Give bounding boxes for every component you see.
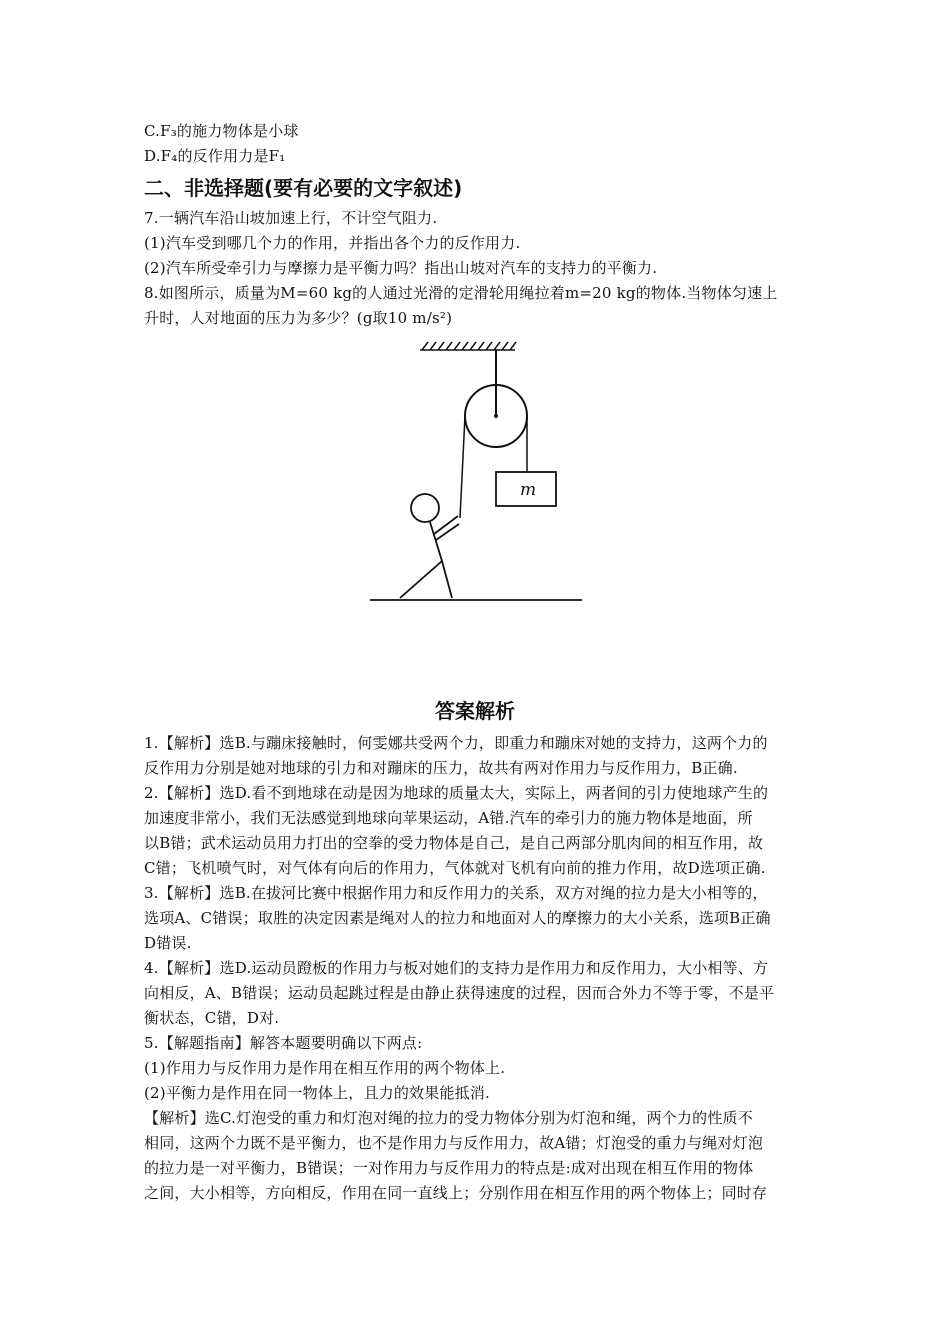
answer-line: 衡状态，C错，D对. xyxy=(144,1009,280,1027)
block-label: m xyxy=(520,480,537,500)
question-8-line-1: 8.如图所示，质量为M=60 kg的人通过光滑的定滑轮用绳拉着m=20 kg的物体.当物体匀速上 xyxy=(144,284,778,302)
answer-line: 之间，大小相等，方向相反，作用在同一直线上；分别作用在相互作用的两个物体上；同时存 xyxy=(144,1184,768,1202)
answer-line: 4.【解析】选D.运动员蹬板的作用力与板对她们的支持力是作用力和反作用力，大小相等、方 xyxy=(144,959,769,977)
answer-line: 加速度非常小，我们无法感觉到地球向苹果运动，A错.汽车的牵引力的施力物体是地面，所 xyxy=(144,809,753,827)
stick-person xyxy=(400,494,459,598)
question-7-stem: 7.一辆汽车沿山坡加速上行，不计空气阻力. xyxy=(144,209,438,227)
question-7-part-1: (1)汽车受到哪几个力的作用，并指出各个力的反作用力. xyxy=(144,234,521,252)
answer-line: 相同，这两个力既不是平衡力，也不是作用力与反作用力，故A错；灯泡受的重力与绳对灯泡 xyxy=(144,1134,764,1152)
answer-line: 以B错；武术运动员用力打出的空拳的受力物体是自己，是自己两部分肌肉间的相互作用，故 xyxy=(144,834,764,852)
answer-line: C错；飞机喷气时，对气体有向后的作用力，气体就对飞机有向前的推力作用，故D选项正确. xyxy=(144,859,766,877)
answer-line: 1.【解析】选B.与蹦床接触时，何雯娜共受两个力，即重力和蹦床对她的支持力，这两个力的 xyxy=(144,734,768,752)
answer-line: 【解析】选C.灯泡受的重力和灯泡对绳的拉力的受力物体分别为灯泡和绳，两个力的性质不 xyxy=(144,1109,753,1127)
option-d: D.F₄的反作用力是F₁ xyxy=(144,147,286,165)
answer-line: (2)平衡力是作用在同一物体上，且力的效果能抵消. xyxy=(144,1084,491,1102)
answer-line: 5.【解题指南】解答本题要明确以下两点: xyxy=(144,1034,423,1052)
option-c: C.F₃的施力物体是小球 xyxy=(144,122,299,140)
answer-line: 向相反，A、B错误；运动员起跳过程是由静止获得速度的过程，因而合外力不等于零，不是平 xyxy=(144,984,775,1002)
question-8-line-2: 升时，人对地面的压力为多少？(g取10 m/s²) xyxy=(144,309,453,327)
answer-line: 选项A、C错误；取胜的决定因素是绳对人的拉力和地面对人的摩擦力的大小关系，选项B正确 xyxy=(144,909,771,927)
pulley-diagram xyxy=(360,336,590,608)
answer-line: D错误. xyxy=(144,934,192,952)
answer-line: 的拉力是一对平衡力，B错误；一对作用力与反作用力的特点是:成对出现在相互作用的物体 xyxy=(144,1159,754,1177)
pulley-axle xyxy=(494,414,498,418)
section-heading: 二、非选择题(要有必要的文字叙述) xyxy=(144,176,463,200)
question-7-part-2: (2)汽车所受牵引力与摩擦力是平衡力吗？指出山坡对汽车的支持力的平衡力. xyxy=(144,259,658,277)
answer-line: 反作用力分别是她对地球的引力和对蹦床的压力，故共有两对作用力与反作用力，B正确. xyxy=(144,759,738,777)
answers-heading: 答案解析 xyxy=(435,699,515,723)
ceiling xyxy=(420,342,516,350)
answer-line: 3.【解析】选B.在拔河比赛中根据作用力和反作用力的关系，双方对绳的拉力是大小相等的， xyxy=(144,884,768,902)
answer-line: 2.【解析】选D.看不到地球在动是因为地球的质量太大，实际上，两者间的引力使地球产生的 xyxy=(144,784,769,802)
rope-left xyxy=(460,416,465,518)
pulley-figure xyxy=(360,336,590,608)
answer-line: (1)作用力与反作用力是作用在相互作用的两个物体上. xyxy=(144,1059,506,1077)
